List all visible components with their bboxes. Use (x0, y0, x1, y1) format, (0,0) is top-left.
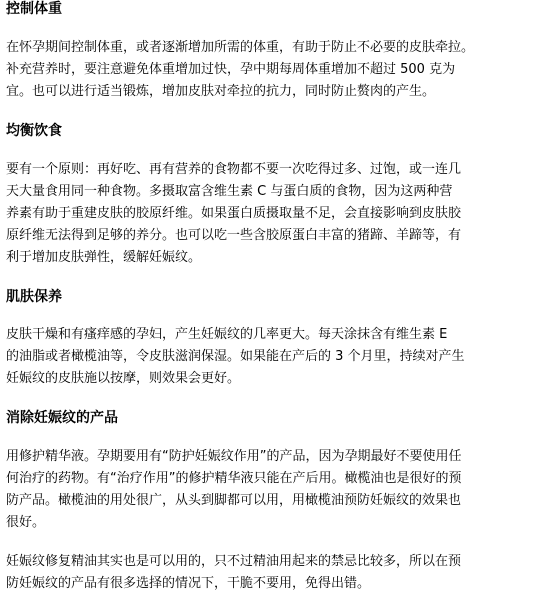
text-line: 皮肤干燥和有瘙痒感的孕妇，产生妊娠纹的几率更大。每天涂抹含有维生素 E (6, 327, 448, 342)
text-line: 补充营养时，要注意避免体重增加过快，孕中期每周体重增加不超过 500 克为 (6, 62, 456, 77)
paragraph-repair-serum (6, 446, 532, 534)
text-line: 天大量食用同一种食物。多摄取富含维生素 C 与蛋白质的食物，因为这两种营 (6, 184, 453, 199)
section-title-weight-control: 控制体重 (6, 1, 62, 17)
text-line: 妊娠纹修复精油其实也是可以用的，只不过精油用起来的禁忌比较多，所以在预 (6, 554, 462, 569)
text-line: 原纤维无法得到足够的养分。也可以吃一些含胶原蛋白丰富的猪蹄、羊蹄等，有 (6, 228, 462, 243)
text-line: 的油脂或者橄榄油等，令皮肤滋润保湿。如果能在产后的 3 个月里，持续对产生 (6, 349, 465, 364)
paragraph-essential-oil (6, 551, 532, 595)
text-line: 用修护精华液。孕期要用有“防护妊娠纹作用”的产品，因为孕期最好不要使用任 (6, 449, 462, 464)
section-title-balanced-diet: 均衡饮食 (6, 123, 62, 139)
text-line: 防产品。橄榄油的用处很广，从头到脚都可以用，用橄榄油预防妊娠纹的效果也 (6, 493, 462, 508)
section-title-stretch-mark-products: 消除妊娠纹的产品 (6, 410, 118, 426)
paragraph-weight-control (6, 37, 532, 103)
text-line: 很好。 (6, 515, 46, 530)
text-line: 要有一个原则：再好吃、再有营养的食物都不要一次吃得过多、过饱，或一连几 (6, 162, 462, 177)
text-line: 利于增加皮肤弹性，缓解妊娠纹。 (6, 250, 202, 265)
text-line: 宜。也可以进行适当锻炼，增加皮肤对牵拉的抗力，同时防止赘肉的产生。 (6, 84, 436, 99)
text-line: 养素有助于重建皮肤的胶原纤维。如果蛋白质摄取量不足，会直接影响到皮肤胶 (6, 206, 462, 221)
text-line: 妊娠纹的皮肤施以按摩，则效果会更好。 (6, 371, 241, 386)
paragraph-balanced-diet (6, 159, 532, 269)
text-line: 在怀孕期间控制体重，或者逐渐增加所需的体重，有助于防止不必要的皮肤牵拉。 (6, 40, 475, 55)
paragraph-skin-care (6, 324, 532, 390)
text-line: 防妊娠纹的产品有很多选择的情况下，干脆不要用，免得出错。 (6, 576, 371, 591)
section-title-skin-care: 肌肤保养 (6, 289, 62, 305)
text-line: 何治疗的药物。有“治疗作用”的修护精华液只能在产后用。橄榄油也是很好的预 (6, 471, 462, 486)
